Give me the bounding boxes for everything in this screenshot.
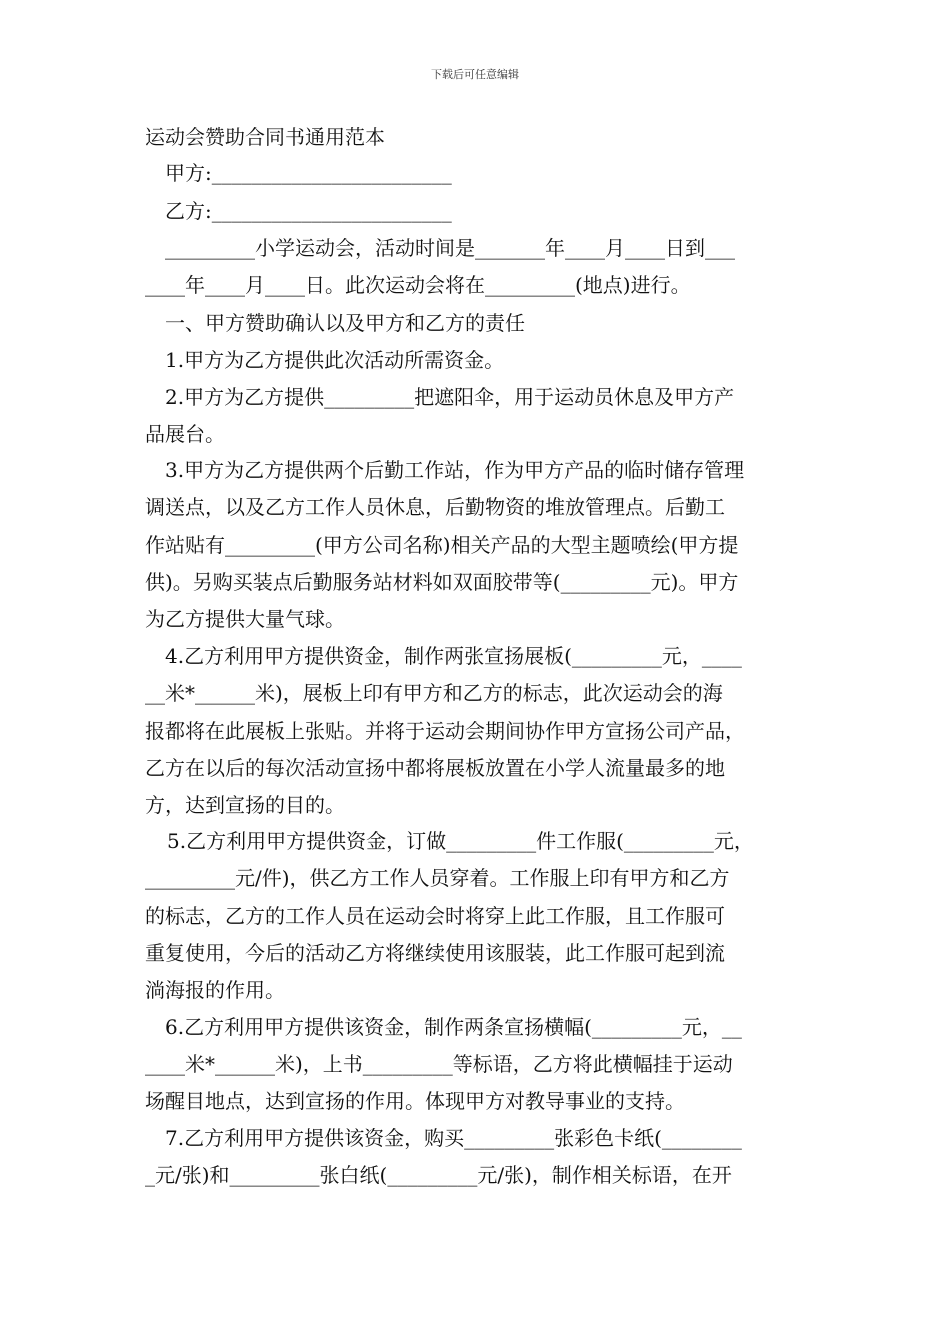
paragraph-line: _________小学运动会，活动时间是_______年____月____日到___: [165, 236, 735, 260]
page-header: 下载后可任意编辑: [431, 68, 519, 81]
clause-line: 5.乙方利用甲方提供资金，订做_________件工作服(_________元，: [167, 829, 754, 853]
clause-line: 品展台。: [145, 422, 225, 446]
clause-line: _元/张)和_________张白纸(_________元/张)，制作相关标语，在开: [145, 1163, 732, 1187]
party-b-line: 乙方:________________________: [165, 199, 452, 223]
clause-line: 4.乙方利用甲方提供资金，制作两张宣扬展板(_________元，____: [165, 644, 742, 668]
clause-line: __米*______米)，展板上印有甲方和乙方的标志，此次运动会的海: [145, 681, 723, 705]
clause-line: 乙方在以后的每次活动宣扬中都将展板放置在小学人流量最多的地: [145, 756, 725, 780]
clause-line: 报都将在此展板上张贴。并将于运动会期间协作甲方宣扬公司产品，: [145, 719, 745, 743]
party-a-line: 甲方:________________________: [165, 161, 452, 185]
clause-line: 为乙方提供大量气球。: [145, 607, 345, 631]
clause-line: 3.甲方为乙方提供两个后勤工作站，作为甲方产品的临时储存管理: [165, 458, 745, 482]
clause-line: 淌海报的作用。: [145, 978, 285, 1002]
section-heading: 一、甲方赞助确认以及甲方和乙方的责任: [165, 311, 525, 335]
clause-line: 6.乙方利用甲方提供该资金，制作两条宣扬横幅(_________元，__: [165, 1015, 742, 1039]
clause-line: ____米*______米)，上书_________等标语，乙方将此横幅挂于运动: [145, 1052, 733, 1076]
paragraph-line: ____年____月____日。此次运动会将在_________(地点)进行。: [145, 273, 691, 297]
clause-line: _________元/件)，供乙方工作人员穿着。工作服上印有甲方和乙方: [145, 866, 730, 890]
clause-line: 7.乙方利用甲方提供该资金，购买_________张彩色卡纸(________: [165, 1126, 742, 1150]
clause-line: 的标志，乙方的工作人员在运动会时将穿上此工作服，且工作服可: [145, 904, 725, 928]
clause-line: 供)。另购买装点后勤服务站材料如双面胶带等(_________元)。甲方: [145, 570, 739, 594]
clause-line: 重复使用，今后的活动乙方将继续使用该服装，此工作服可起到流: [145, 941, 725, 965]
clause-line: 方，达到宣扬的目的。: [145, 793, 345, 817]
clause-line: 1.甲方为乙方提供此次活动所需资金。: [165, 348, 505, 372]
document-title: 运动会赞助合同书通用范本: [145, 125, 385, 149]
clause-line: 调送点，以及乙方工作人员休息，后勤物资的堆放管理点。后勤工: [145, 495, 725, 519]
clause-line: 作站贴有_________(甲方公司名称)相关产品的大型主题喷绘(甲方提: [145, 533, 739, 557]
clause-line: 2.甲方为乙方提供_________把遮阳伞，用于运动员休息及甲方产: [165, 385, 735, 409]
clause-line: 场醒目地点，达到宣扬的作用。体现甲方对教导事业的支持。: [145, 1089, 685, 1113]
